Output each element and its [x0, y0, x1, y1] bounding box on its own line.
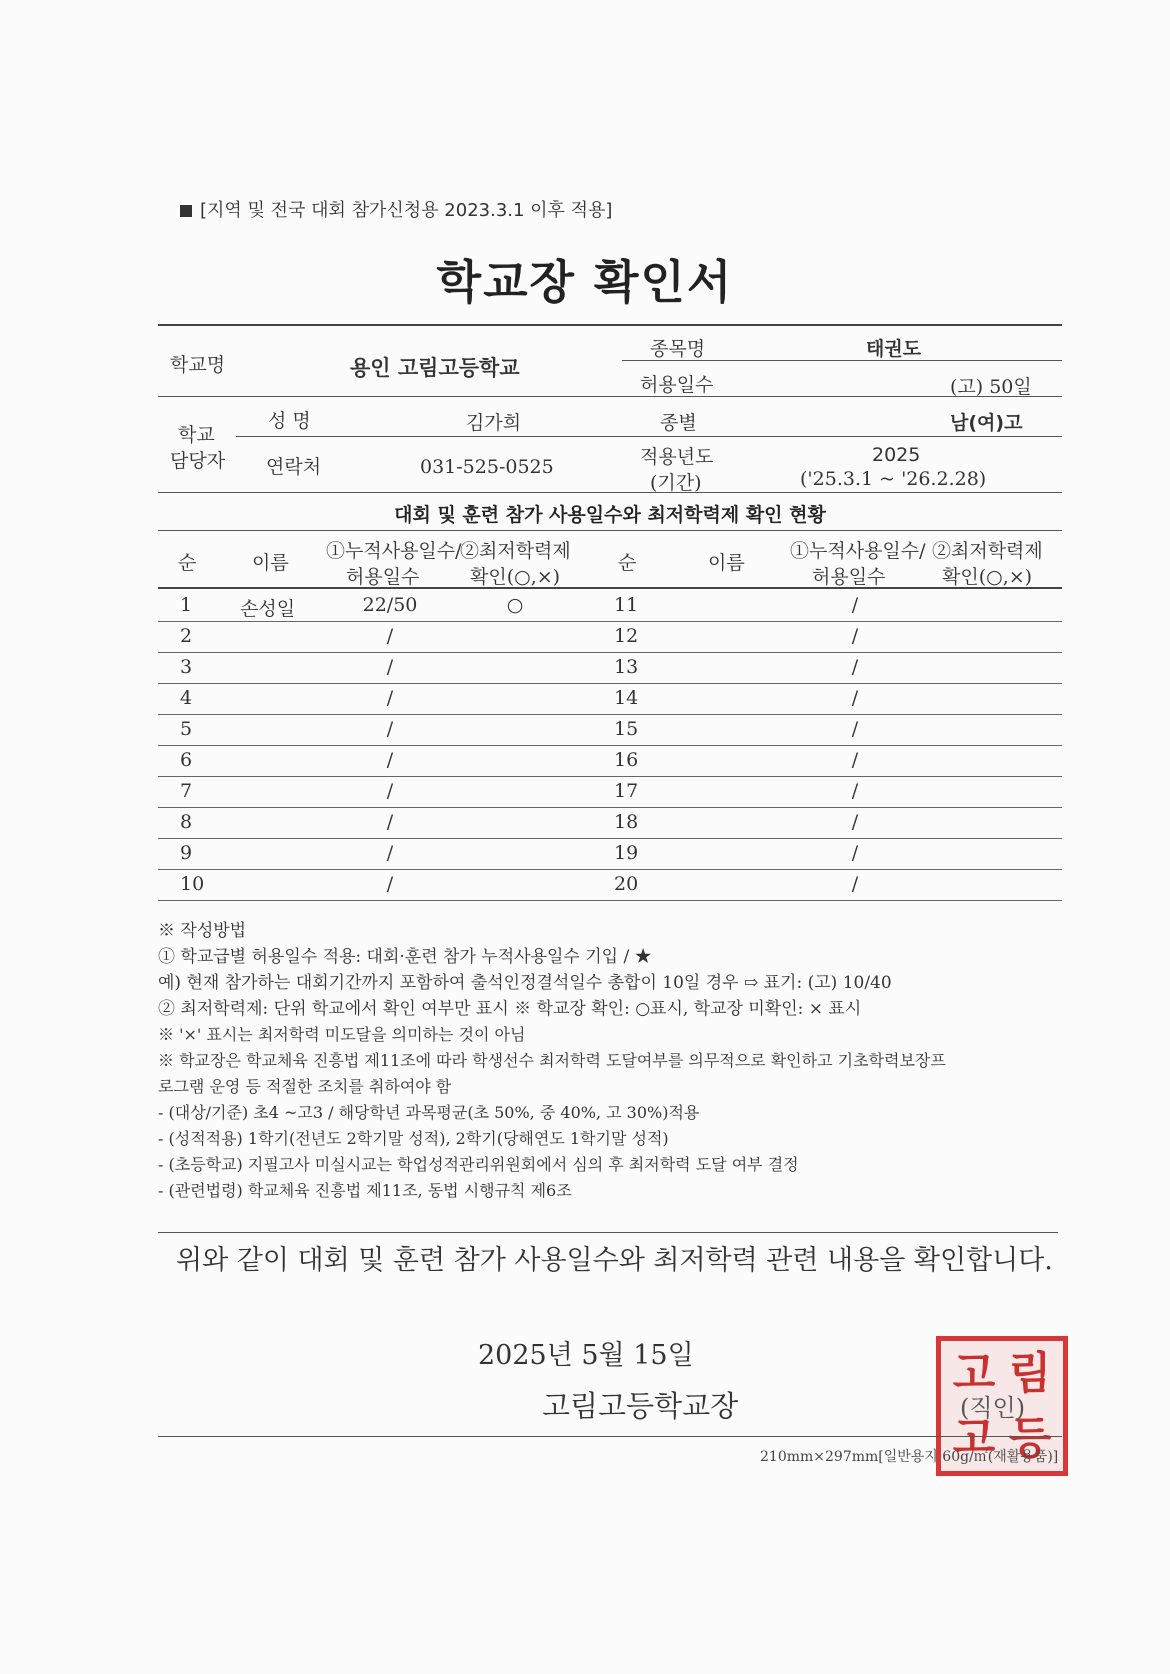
name-label: 성 명 [268, 410, 311, 432]
table-cell-days: / [851, 780, 859, 802]
table-header-border [158, 587, 1062, 589]
table-cell-seq: 1 [180, 594, 193, 616]
table-cell-name: 손성일 [240, 598, 296, 620]
page-title: 학교장 확인서 [436, 255, 734, 309]
table-cell-days: / [386, 656, 394, 678]
table-cell-seq: 17 [614, 780, 639, 802]
allowed-label: 허용일수 [640, 374, 714, 396]
table-cell-days: / [851, 842, 859, 864]
table-cell-days: / [386, 873, 394, 895]
year-value: 2025 [872, 444, 921, 466]
table-cell-days: / [851, 873, 859, 895]
table-cell-seq: 13 [614, 656, 639, 678]
allowed-value: (고) 50일 [950, 376, 1032, 398]
table-cell-days: / [851, 811, 859, 833]
section-title: 대회 및 훈련 참가 사용일수와 최저학력제 확인 현황 [394, 504, 826, 526]
table-row-line [158, 838, 1062, 839]
table-cell-seq: 19 [614, 842, 639, 864]
header-name-left: 이름 [252, 552, 289, 574]
gender-label: 종별 [660, 412, 697, 434]
table-cell-days: / [386, 687, 394, 709]
table-cell-days: / [386, 718, 394, 740]
table-row-line [158, 745, 1062, 746]
contact-value: 031-525-0525 [420, 456, 554, 478]
table-cell-seq: 8 [180, 811, 193, 833]
contact-label: 연락처 [266, 456, 322, 478]
header-conf-right-1: ②최저학력제 [932, 540, 1043, 562]
table-cell-seq: 20 [614, 873, 639, 895]
section-line [158, 530, 1062, 531]
school-label: 학교명 [170, 354, 226, 376]
divider [158, 1232, 1058, 1233]
table-cell-seq: 6 [180, 749, 193, 771]
sport-value: 태권도 [866, 338, 922, 360]
header-name-right: 이름 [708, 552, 745, 574]
header-conf-right-2: 확인(○,×) [942, 566, 1033, 588]
table-cell-seq: 2 [180, 625, 193, 647]
table-cell-seq: 18 [614, 811, 639, 833]
header-seq-right: 순 [618, 552, 637, 574]
table-cell-seq: 7 [180, 780, 193, 802]
table-cell-seq: 11 [614, 594, 639, 616]
table-row-line [158, 621, 1062, 622]
table-row-line [158, 714, 1062, 715]
seal-label: (직인) [960, 1394, 1026, 1422]
year-label-2: (기간) [650, 472, 702, 494]
paper-spec: 210mm×297mm[일반용지 60g/㎡(재활용품)] [760, 1449, 1059, 1465]
note-line: ① 학교급별 허용일수 적용: 대회·훈련 참가 누적사용일수 기입 / ★ [158, 947, 652, 967]
table-cell-seq: 5 [180, 718, 193, 740]
header-conf-left-1: ②최저학력제 [460, 540, 571, 562]
note-line: ② 최저학력제: 단위 학교에서 확인 여부만 표시 ※ 학교장 확인: ○표시, 학교장 미확인: × 표시 [158, 999, 862, 1019]
table-cell-seq: 12 [614, 625, 639, 647]
table-row-line [158, 776, 1062, 777]
header-days-left-2: 허용일수 [346, 566, 420, 588]
info-top-border [158, 324, 1062, 326]
square-bullet-icon [180, 205, 192, 217]
name-value: 김가희 [466, 412, 522, 434]
table-cell-days: / [386, 811, 394, 833]
table-row-line [158, 652, 1062, 653]
header-days-right-2: 허용일수 [812, 566, 886, 588]
table-cell-seq: 3 [180, 656, 193, 678]
bottom-line [158, 1436, 1062, 1437]
info-line [158, 396, 1062, 397]
notes [158, 918, 946, 1204]
table-cell-days: 22/50 [362, 594, 418, 616]
manager-label-2: 담당자 [170, 450, 226, 472]
table-row-line [158, 869, 1062, 870]
confirm-date: 2025년 5월 15일 [478, 1340, 694, 1371]
note-line: ※ 작성방법 [158, 921, 247, 941]
year-label-1: 적용년도 [640, 446, 714, 468]
table-cell-days: / [386, 780, 394, 802]
note-line: 로그램 운영 등 적절한 조치를 취하여야 함 [158, 1077, 452, 1096]
header-days-left-1: ①누적사용일수/ [326, 540, 462, 562]
official-seal: 고 림 고 등 [936, 1336, 1068, 1476]
table-cell-seq: 4 [180, 687, 193, 709]
header-conf-left-2: 확인(○,×) [470, 566, 561, 588]
header-seq-left: 순 [178, 552, 197, 574]
table-cell-confirm: ○ [506, 594, 524, 616]
table-cell-days: / [851, 687, 859, 709]
table-cell-seq: 10 [180, 873, 205, 895]
table-row-line [158, 900, 1062, 901]
manager-label-1: 학교 [178, 424, 215, 446]
gender-value: 남(여)고 [950, 412, 1023, 434]
header-note: [지역 및 전국 대회 참가신청용 2023.3.1 이후 적용] [180, 196, 612, 222]
table-cell-days: / [851, 718, 859, 740]
table-row-line [158, 683, 1062, 684]
table-cell-days: / [851, 625, 859, 647]
table-cell-seq: 9 [180, 842, 193, 864]
note-line: - (초등학교) 지필고사 미실시교는 학업성적관리위원회에서 심의 후 최저학력 도달 여부 결정 [158, 1155, 799, 1174]
header-days-right-1: ①누적사용일수/ [790, 540, 926, 562]
info-line [158, 492, 1062, 493]
sport-label: 종목명 [650, 338, 706, 360]
principal-name: 고림고등학교장 [542, 1389, 739, 1423]
table-cell-days: / [851, 749, 859, 771]
table-cell-days: / [851, 594, 859, 616]
table-row-line [158, 807, 1062, 808]
info-line [236, 436, 1062, 437]
school-value: 용인 고림고등학교 [350, 355, 520, 380]
note-line: - (관련법령) 학교체육 진흥법 제11조, 동법 시행규칙 제6조 [158, 1181, 572, 1200]
table-cell-days: / [386, 749, 394, 771]
note-line: ※ '×' 표시는 최저학력 미도달을 의미하는 것이 아님 [158, 1025, 526, 1044]
table-cell-seq: 15 [614, 718, 639, 740]
table-cell-days: / [386, 842, 394, 864]
note-line: - (대상/기준) 초4 ~고3 / 해당학년 과목평균(초 50%, 중 40%, 고 30%)적용 [158, 1103, 700, 1122]
note-line: ※ 학교장은 학교체육 진흥법 제11조에 따라 학생선수 최저학력 도달여부를 의무적으로 확인하고 기초학력보장프 [158, 1051, 946, 1070]
table-cell-seq: 16 [614, 749, 639, 771]
table-cell-days: / [386, 625, 394, 647]
table-cell-seq: 14 [614, 687, 639, 709]
confirm-text: 위와 같이 대회 및 훈련 참가 사용일수와 최저학력 관련 내용을 확인합니다. [176, 1245, 1053, 1276]
note-line: - (성적적용) 1학기(전년도 2학기말 성적), 2학기(당해연도 1학기말 성적) [158, 1129, 669, 1148]
table-cell-days: / [851, 656, 859, 678]
period-value: ('25.3.1 ~ '26.2.28) [800, 468, 987, 490]
note-line: 예) 현재 참가하는 대회기간까지 포함하여 출석인정결석일수 총합이 10일 경우 ⇨ 표기: (고) 10/40 [158, 973, 892, 993]
